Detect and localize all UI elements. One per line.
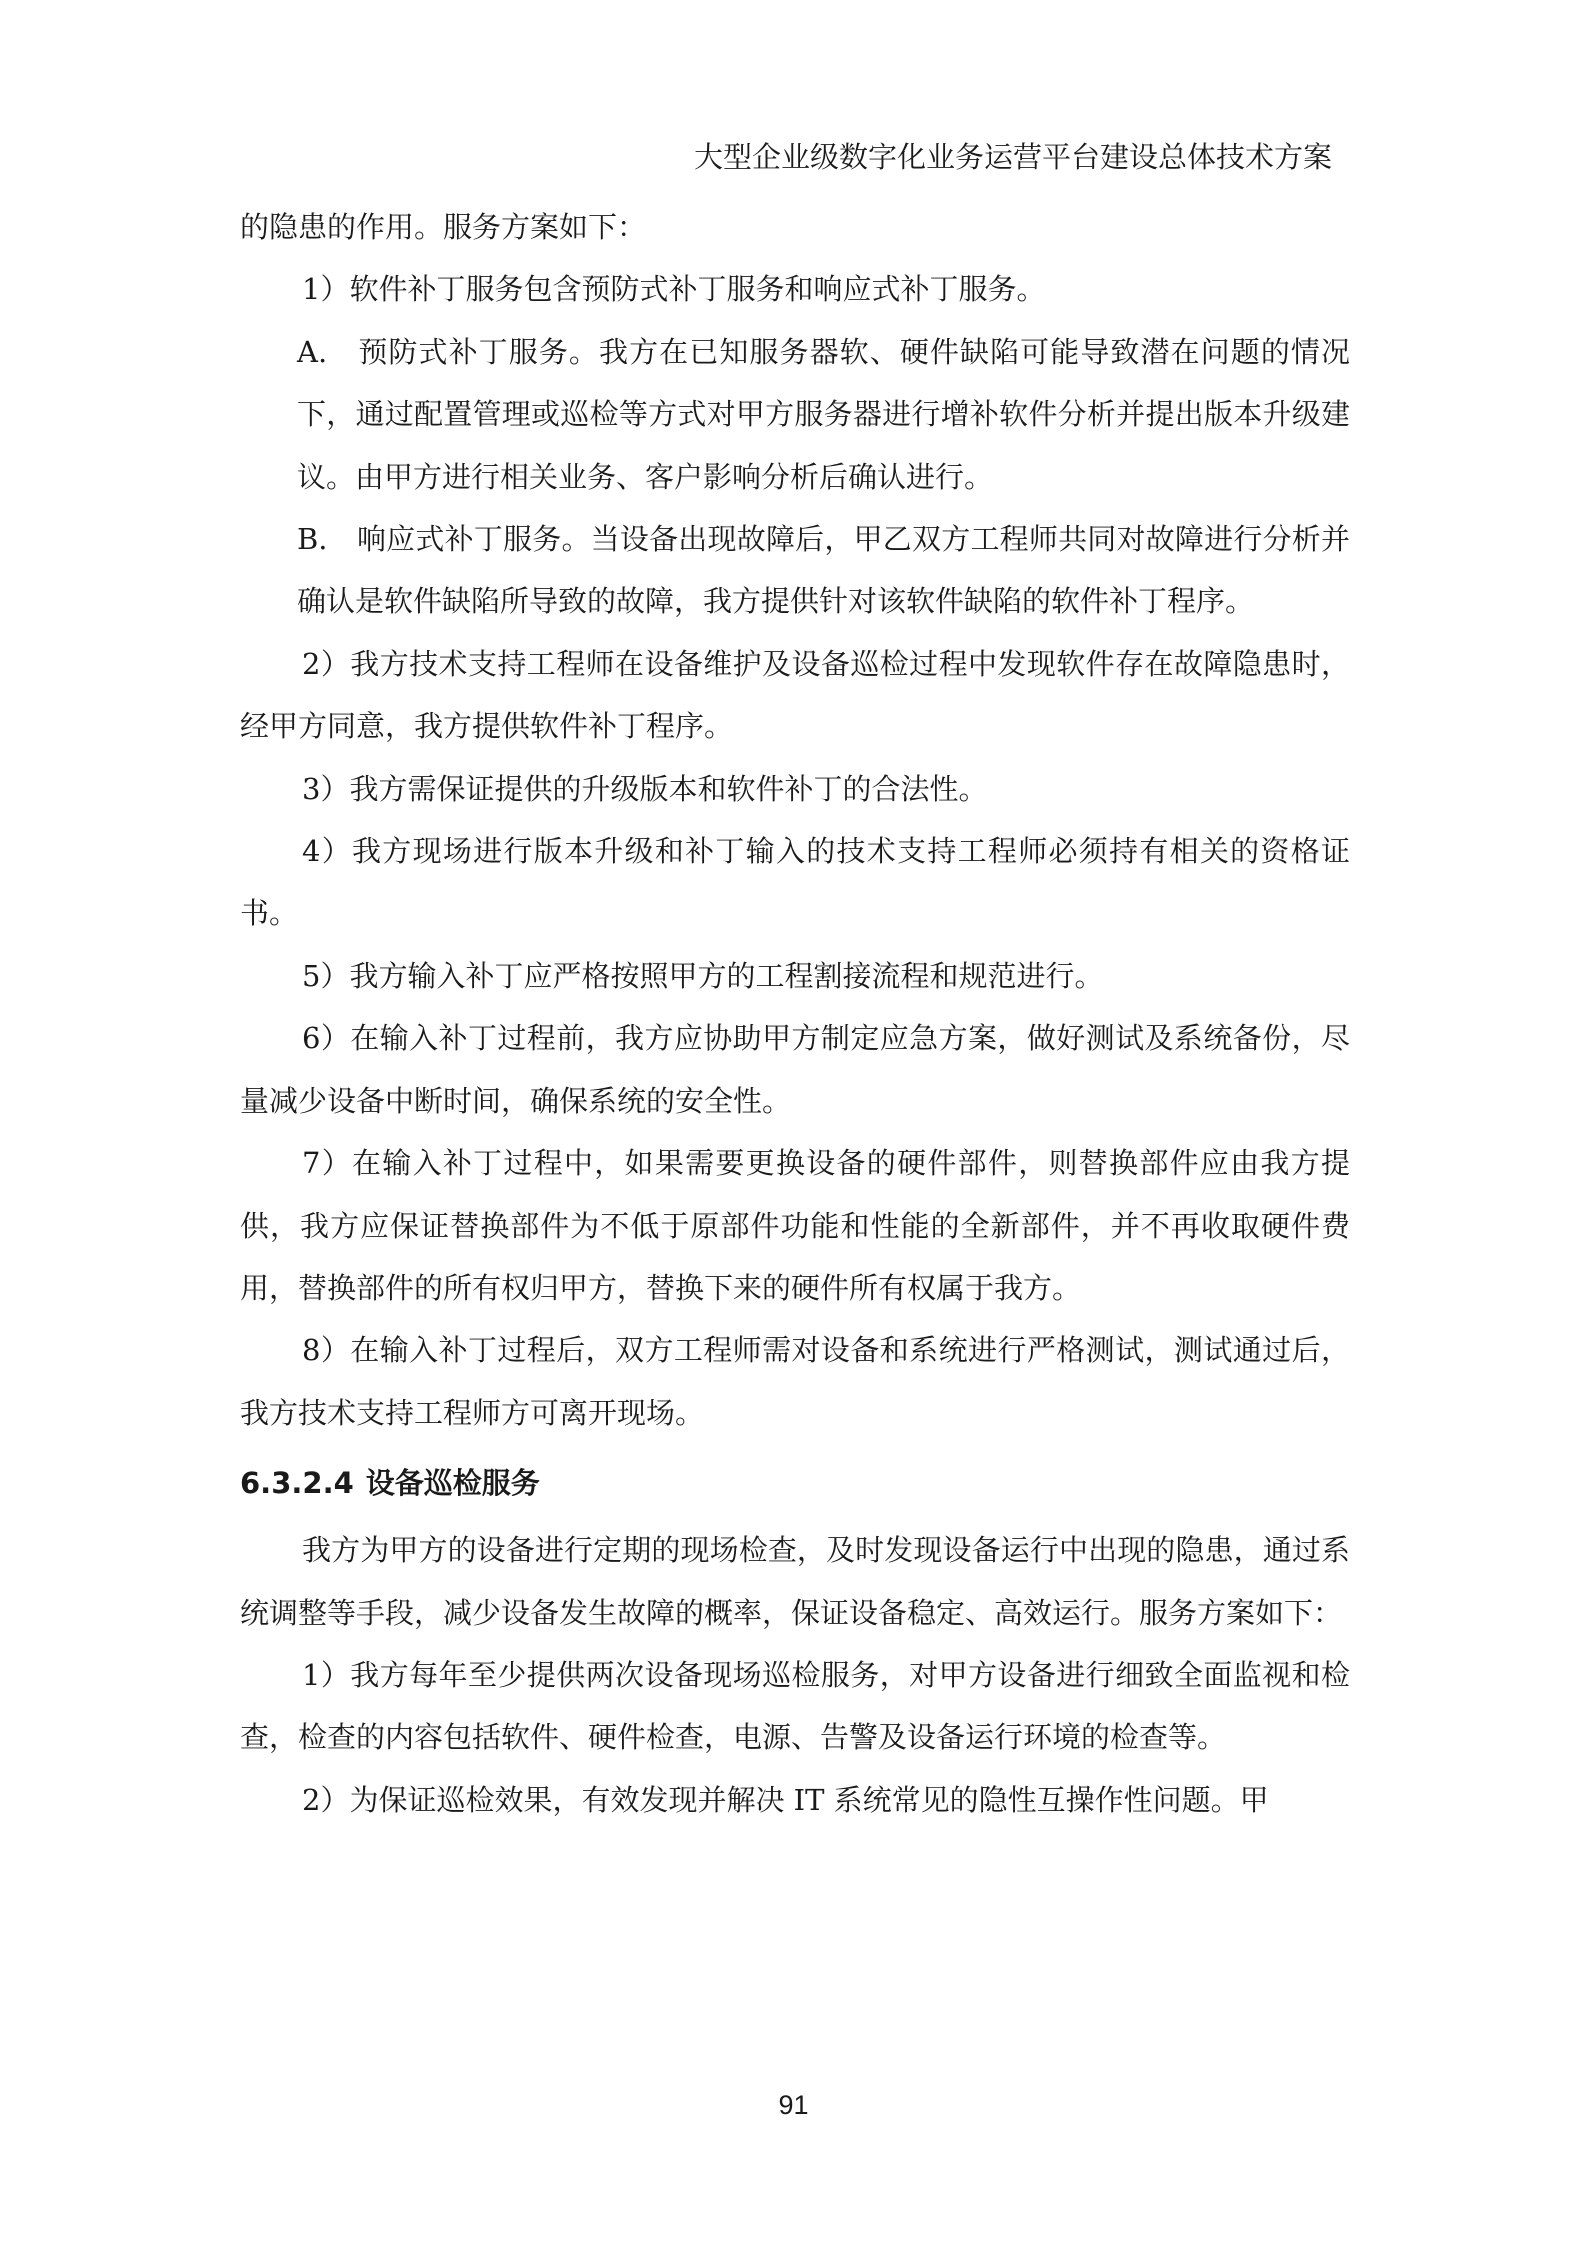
section-heading <box>240 1465 1350 1501</box>
list-item: 7）在输入补丁过程中，如果需要更换设备的硬件部件，则替换部件应由我方提供，我方应保证替换部件为不低于原部件功能和性能的全新部件，并不再收取硬件费用，替换部件的所有权归甲方，替换下来的硬件所有权属于我方。 <box>240 1146 1350 1305</box>
document-body <box>240 196 1350 1831</box>
list-item: 6）在输入补丁过程前，我方应协助甲方制定应急方案，做好测试及系统备份，尽量减少设备中断时间，确保系统的安全性。 <box>240 1021 1350 1118</box>
paragraph: 我方为甲方的设备进行定期的现场检查，及时发现设备运行中出现的隐患，通过系统调整等手段，减少设备发生故障的概率，保证设备稳定、高效运行。服务方案如下： <box>240 1533 1350 1630</box>
list-item: 1）软件补丁服务包含预防式补丁服务和响应式补丁服务。 <box>302 272 1046 307</box>
running-header: 大型企业级数字化业务运营平台建设总体技术方案 <box>693 140 1332 174</box>
section-title: 设备巡检服务 <box>365 1466 540 1501</box>
list-item: 8）在输入补丁过程后，双方工程师需对设备和系统进行严格测试，测试通过后，我方技术支持工程师方可离开现场。 <box>240 1333 1350 1430</box>
list-item: 4）我方现场进行版本升级和补丁输入的技术支持工程师必须持有相关的资格证书。 <box>240 834 1350 931</box>
section-number: 6.3.2.4 <box>240 1466 354 1501</box>
list-item: 1）我方每年至少提供两次设备现场巡检服务，对甲方设备进行细致全面监视和检查，检查的内容包括软件、硬件检查，电源、告警及设备运行环境的检查等。 <box>240 1657 1350 1755</box>
list-item: 5）我方输入补丁应严格按照甲方的工程割接流程和规范进行。 <box>302 958 1104 993</box>
paragraph: 的隐患的作用。服务方案如下： <box>240 210 647 244</box>
sub-list-item: A. 预防式补丁服务。我方在已知服务器软、硬件缺陷可能导致潜在问题的情况下，通过配置管理或巡检等方式对甲方服务器进行增补软件分析并提出版本升级建议。由甲方进行相关业务、客户影响分析后确认进行。 <box>297 334 1350 494</box>
sub-list-item: B. 响应式补丁服务。当设备出现故障后，甲乙双方工程师共同对故障进行分析并确认是软件缺陷所导致的故障，我方提供针对该软件缺陷的软件补丁程序。 <box>297 522 1350 619</box>
list-item: 3）我方需保证提供的升级版本和软件补丁的合法性。 <box>302 771 988 806</box>
list-item: 2）我方技术支持工程师在设备维护及设备巡检过程中发现软件存在故障隐患时，经甲方同意，我方提供软件补丁程序。 <box>240 646 1350 744</box>
page-number: 91 <box>778 2090 809 2120</box>
list-item: 2）为保证巡检效果，有效发现并解决 IT 系统常见的隐性互操作性问题。甲 <box>302 1782 1269 1817</box>
